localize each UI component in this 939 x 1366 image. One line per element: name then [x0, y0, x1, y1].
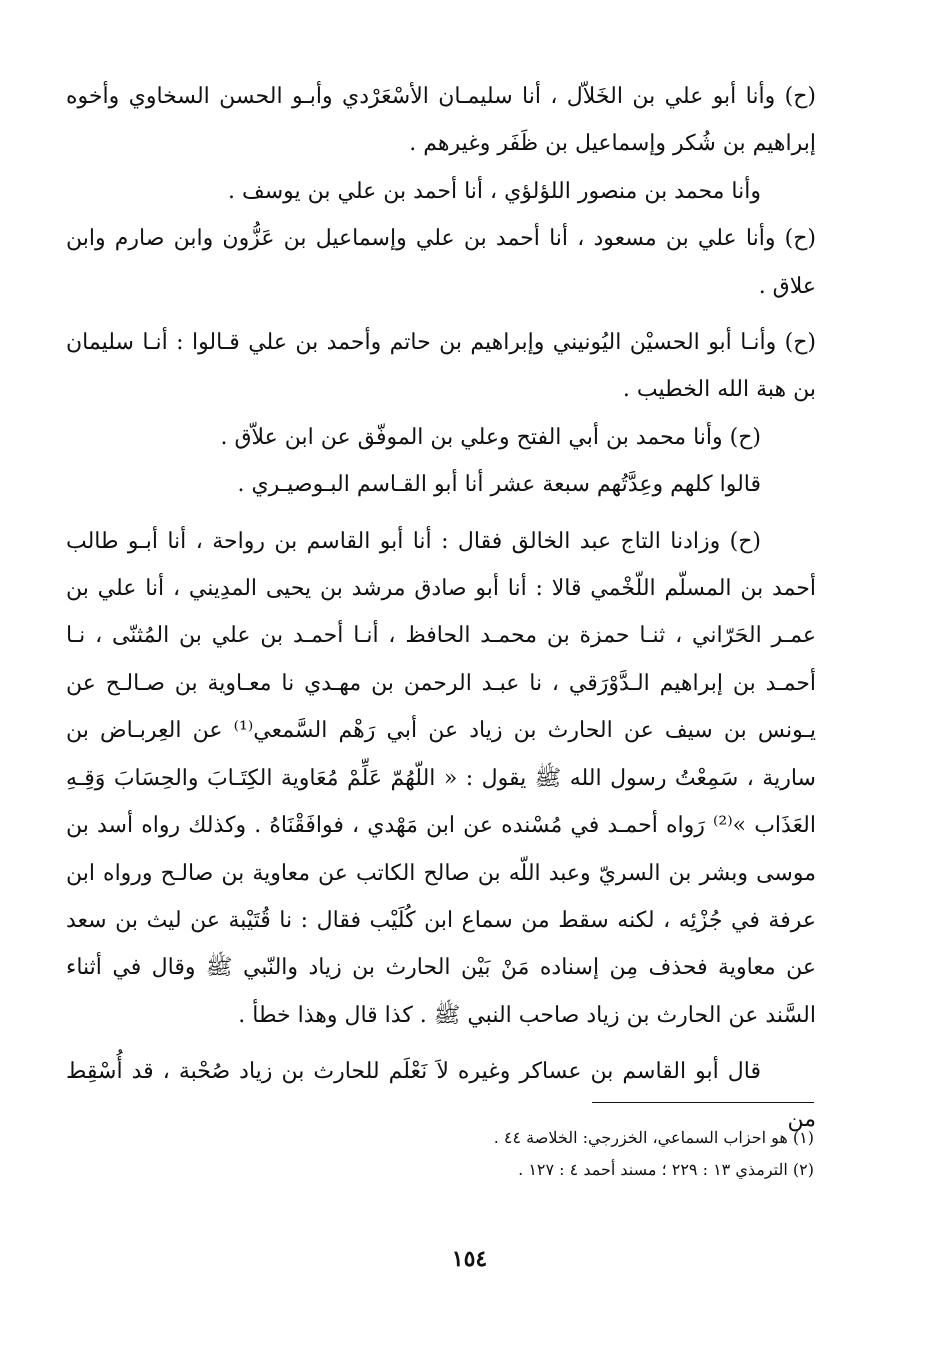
footnotes [300, 1122, 814, 1186]
paragraph-3: (ح) وأنا علي بن مسعود ، أنا أحمد بن علي وإسماعيل بن عَزُّون وابن صارم وابن علاق . [66, 226, 816, 299]
footnote-1: (١) هو احزاب السماعي، الخزرجي: الخلاصة ٤٤ . [493, 1128, 814, 1147]
main-text [66, 73, 816, 1143]
page-number: ١٥٤ [451, 1246, 488, 1272]
paragraph-2: وأنا محمد بن منصور اللؤلؤي ، أنا أحمد بن علي بن يوسف . [227, 178, 761, 204]
paragraph-1: (ح) وأنا أبو علي بن الخَلاّل ، أنا سليمـان الأسْعَرْدي وأبـو الحسن السخاوي وأخوه إبراهيم بن شُكر وإسماعيل بن ظَفَر وغيرهم . [66, 84, 816, 157]
paragraph-gap [66, 509, 816, 518]
paragraph-7: (ح) وزادنا التاج عبد الخالق فقال : أنا أبو القاسم بن رواحة ، أنا أبـو طالب أحمد بن المسلّم اللّخْمي قالا : أنا أبو صادق مرشد بن يحيى المدِيني ، أنا علي بن عمـر الحَرّاني ، ثنـا حمزة بن محمـد الحافظ ، أنـا أحمـد بن علي بن المُثنّى ، نـا أحمـد بن إبراهيم الـدَّوْرَقي ، نا عبـد الرحمن بن مهـدي نا معـاوية بن صـالـح عن يـونس بن سيف عن الحارث بن زياد عن أبي رَهْم السَّمعي⁽¹⁾ عن العِربـاض بن سارية ، سَمِعْتُ رسول الله ﷺ يقول : « اللّهُمّ عَلِّمْ مُعَاوية الكِتَـابَ والحِسَابَ وَقِـهِ العَذَاب »⁽²⁾ رَواه أحمـد في مُسْنده عن ابن مَهْدي ، فوافَقْنَاهُ . وكذلك رواه أسد بن موسى وبشر بن السريّ وعبد اللّه بن صالح الكاتب عن معاوية بن صالـح ورواه ابن عرفة في جُزْئِه ، لكنه سقط من سماع ابن كُلَيْب فقال : نا قُتَيْبة عن ليث بن سعد عن معاوية فحذف مِن إسناده مَنْ بَيْن الحارث بن زياد والنّبي ﷺ وقال في أثناء السَّند عن الحارث بن زياد صاحب النبي ﷺ . كذا قال وهذا خطأ . [66, 528, 816, 1028]
paragraph-5: (ح) وأنا محمد بن أبي الفتح وعلي بن الموفّق عن ابن علاّق . [220, 424, 761, 450]
paragraph-6: قالوا كلهم وعِدَّتُهم سبعة عشر أنا أبو القـاسم البـوصيـري . [237, 472, 761, 498]
paragraph-gap [66, 1039, 816, 1048]
paragraph-8: قال أبو القاسم بن عساكر وغيره لاَ نَعْلَم للحارث بن زياد صُحْبة ، قد أُسْقِط من [66, 1059, 816, 1132]
paragraph-gap [66, 310, 816, 319]
paragraph-4: (ح) وأنـا أبو الحسيْن اليُونيني وإبراهيم بن حاتم وأحمد بن علي قـالوا : أنـا سليمان بن هبة الله الخطيب . [66, 330, 816, 403]
footnote-2: (٢) الترمذي ١٣ : ٢٢٩ ؛ مسند أحمد ٤ : ١٢٧ . [518, 1160, 814, 1179]
footnote-separator [592, 1102, 814, 1103]
